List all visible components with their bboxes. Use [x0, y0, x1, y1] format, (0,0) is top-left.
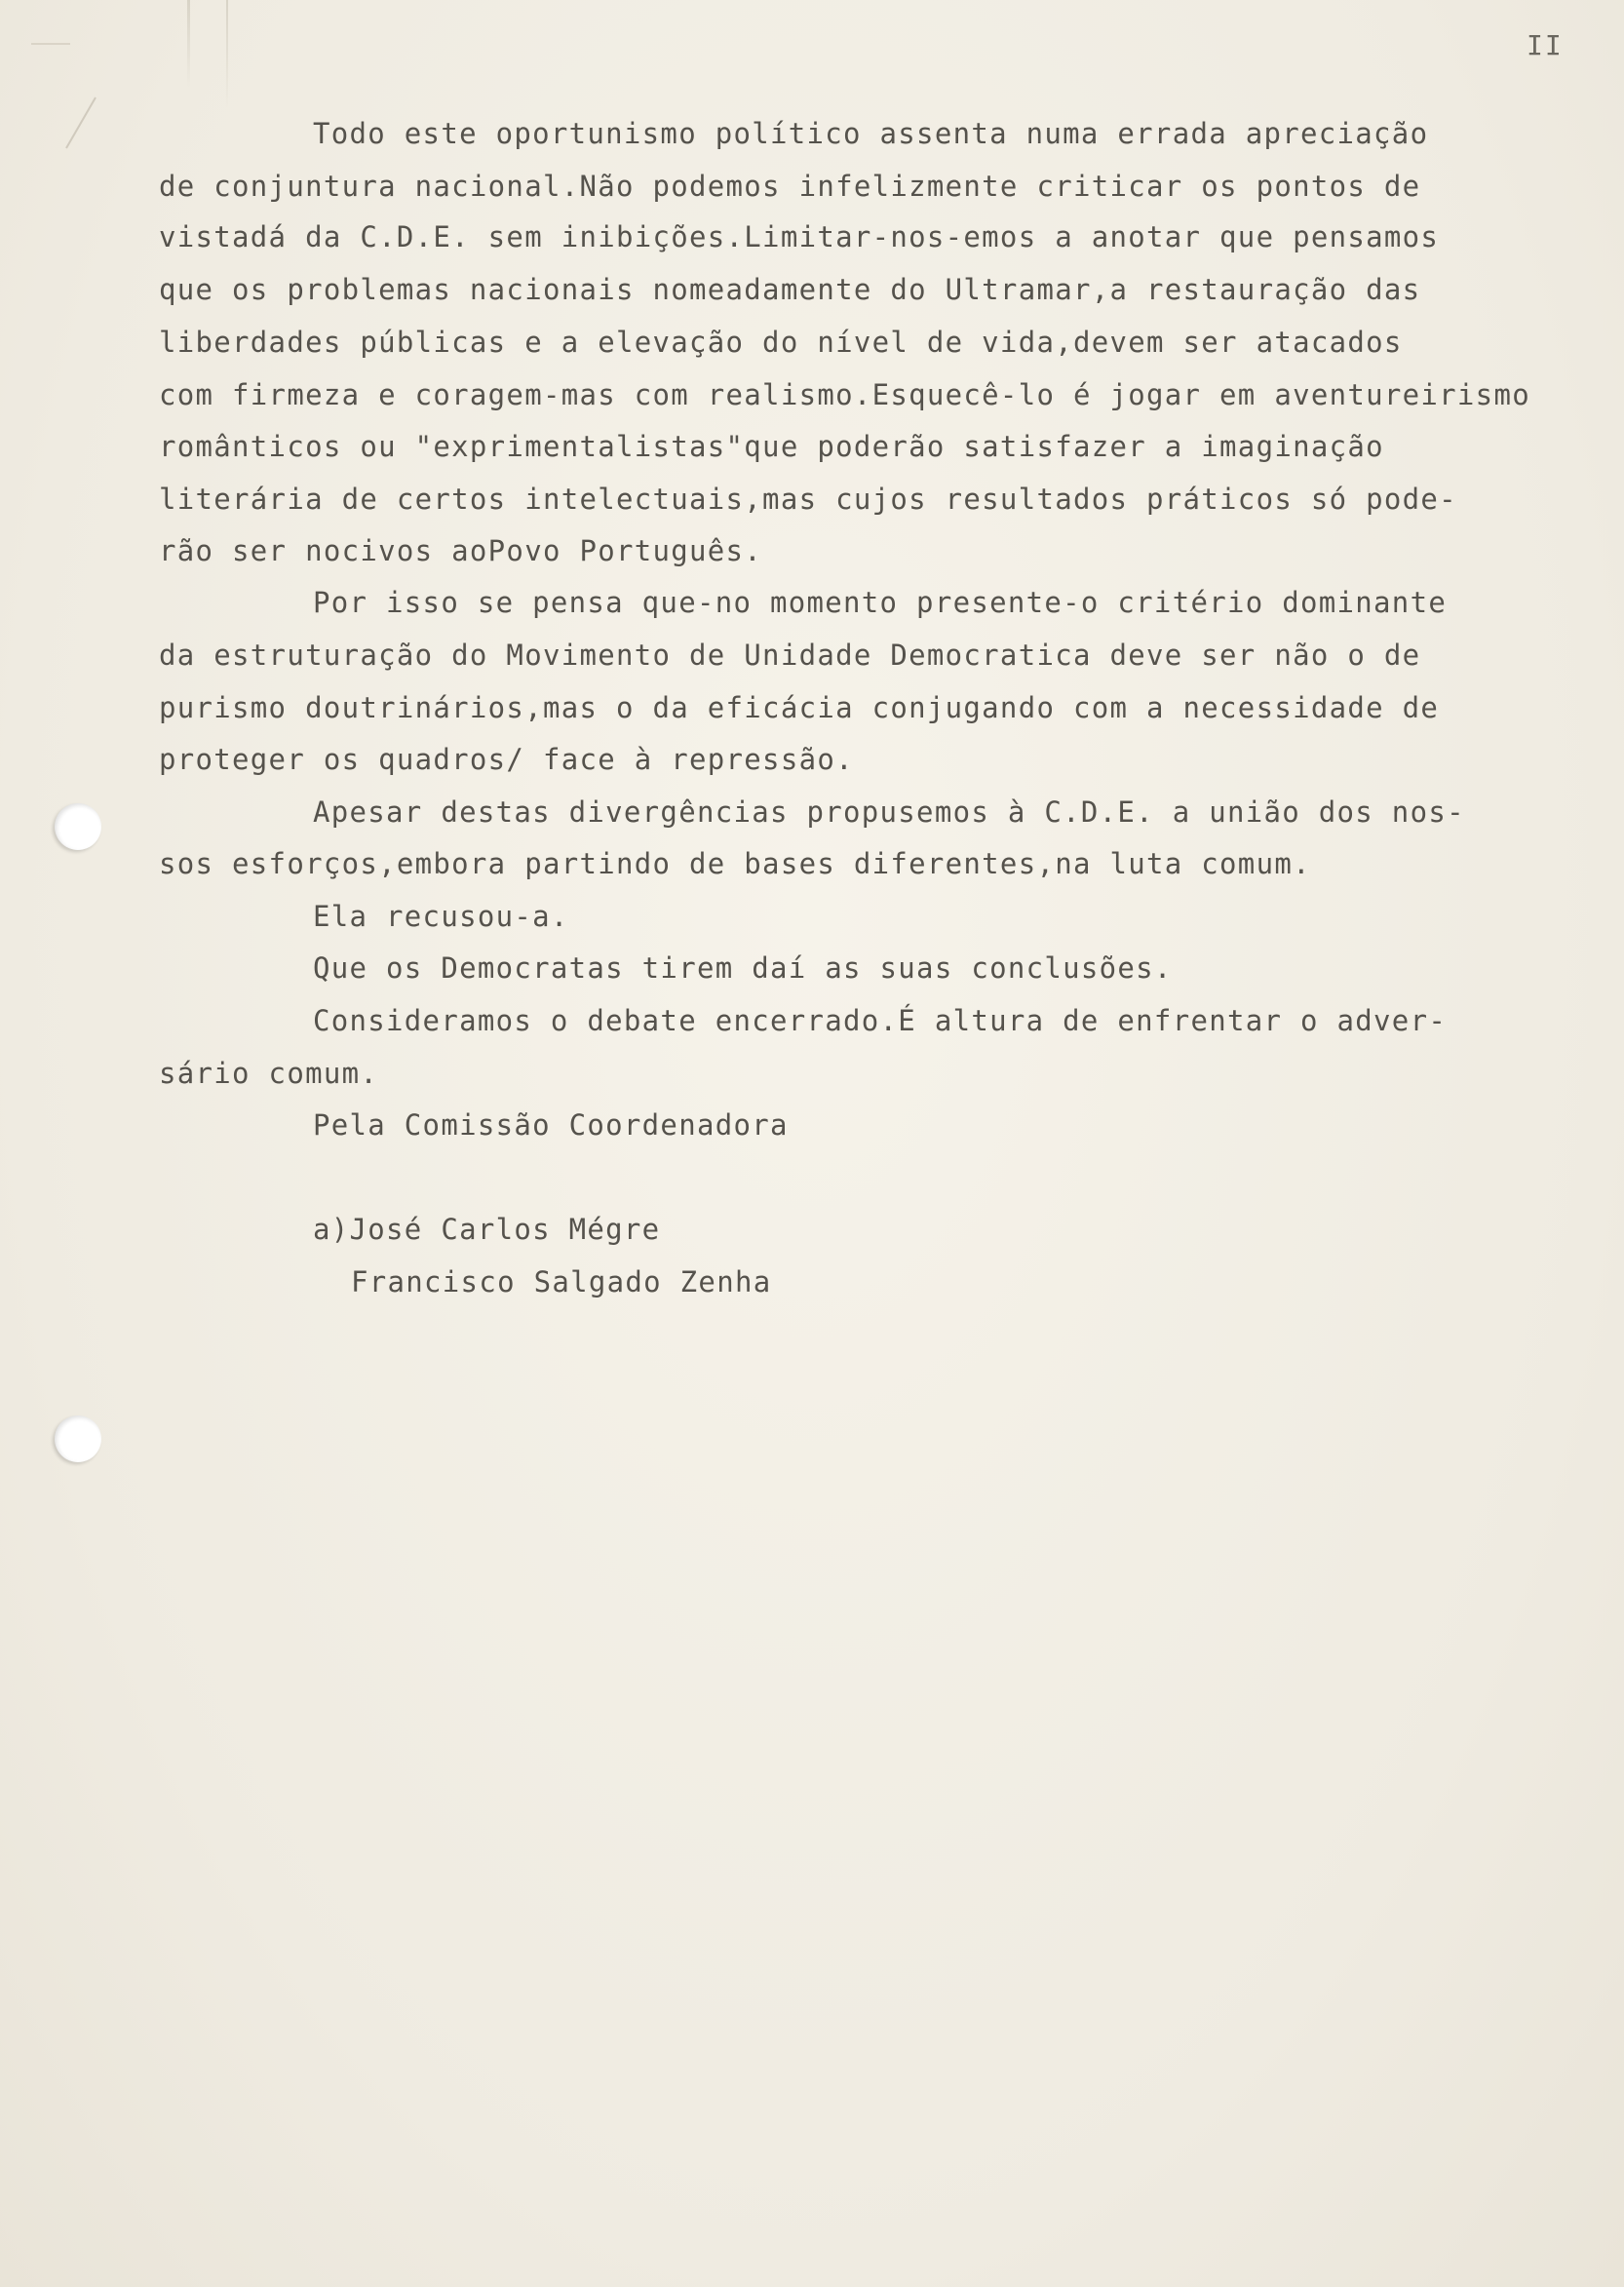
text-line: românticos ou "exprimentalistas"que poderão satisfazer a imaginação — [159, 430, 1384, 463]
signature-line: Francisco Salgado Zenha — [351, 1265, 772, 1299]
pencil-mark — [31, 43, 70, 45]
signature-line: a)José Carlos Mégre — [313, 1213, 661, 1246]
text-line: vistadá da C.D.E. sem inibições.Limitar-nos-emos a anotar que pensamos — [159, 220, 1440, 253]
text-line: da estruturação do Movimento de Unidade Democratica deve ser não o de — [159, 639, 1421, 672]
text-line: que os problemas nacionais nomeadamente do Ultramar,a restauração das — [159, 273, 1421, 306]
page-number: II — [1527, 29, 1564, 61]
fold-mark — [187, 0, 190, 88]
closing-line: Pela Comissão Coordenadora — [313, 1108, 789, 1142]
text-line: sário comum. — [159, 1057, 379, 1090]
text-line: rão ser nocivos aoPovo Português. — [159, 534, 763, 567]
text-line: sos esforços,embora partindo de bases diferentes,na luta comum. — [159, 847, 1311, 880]
punch-hole — [55, 1415, 101, 1462]
text-line: Apesar destas divergências propusemos à C.D.E. a união dos nos- — [313, 795, 1465, 829]
fold-mark — [226, 0, 228, 107]
punch-hole — [55, 803, 101, 850]
text-line: Todo este oportunismo político assenta numa errada apreciação — [313, 117, 1429, 150]
text-line: com firmeza e coragem-mas com realismo.Esquecê-lo é jogar em aventureirismo — [159, 378, 1530, 411]
text-line: liberdades públicas e a elevação do nível de vida,devem ser atacados — [159, 326, 1403, 359]
text-line: Consideramos o debate encerrado.É altura de enfrentar o adver- — [313, 1004, 1448, 1037]
text-line: Por isso se pensa que-no momento presente-o critério dominante — [313, 586, 1448, 619]
text-line: de conjuntura nacional.Não podemos infelizmente criticar os pontos de — [159, 170, 1421, 203]
text-line: Que os Democratas tirem daí as suas conclusões. — [313, 951, 1173, 985]
text-line: purismo doutrinários,mas o da eficácia conjugando com a necessidade de — [159, 691, 1440, 724]
text-line: literária de certos intelectuais,mas cujos resultados práticos só pode- — [159, 483, 1457, 516]
text-line: proteger os quadros/ face à repressão. — [159, 743, 854, 776]
text-line: Ela recusou-a. — [313, 900, 569, 933]
